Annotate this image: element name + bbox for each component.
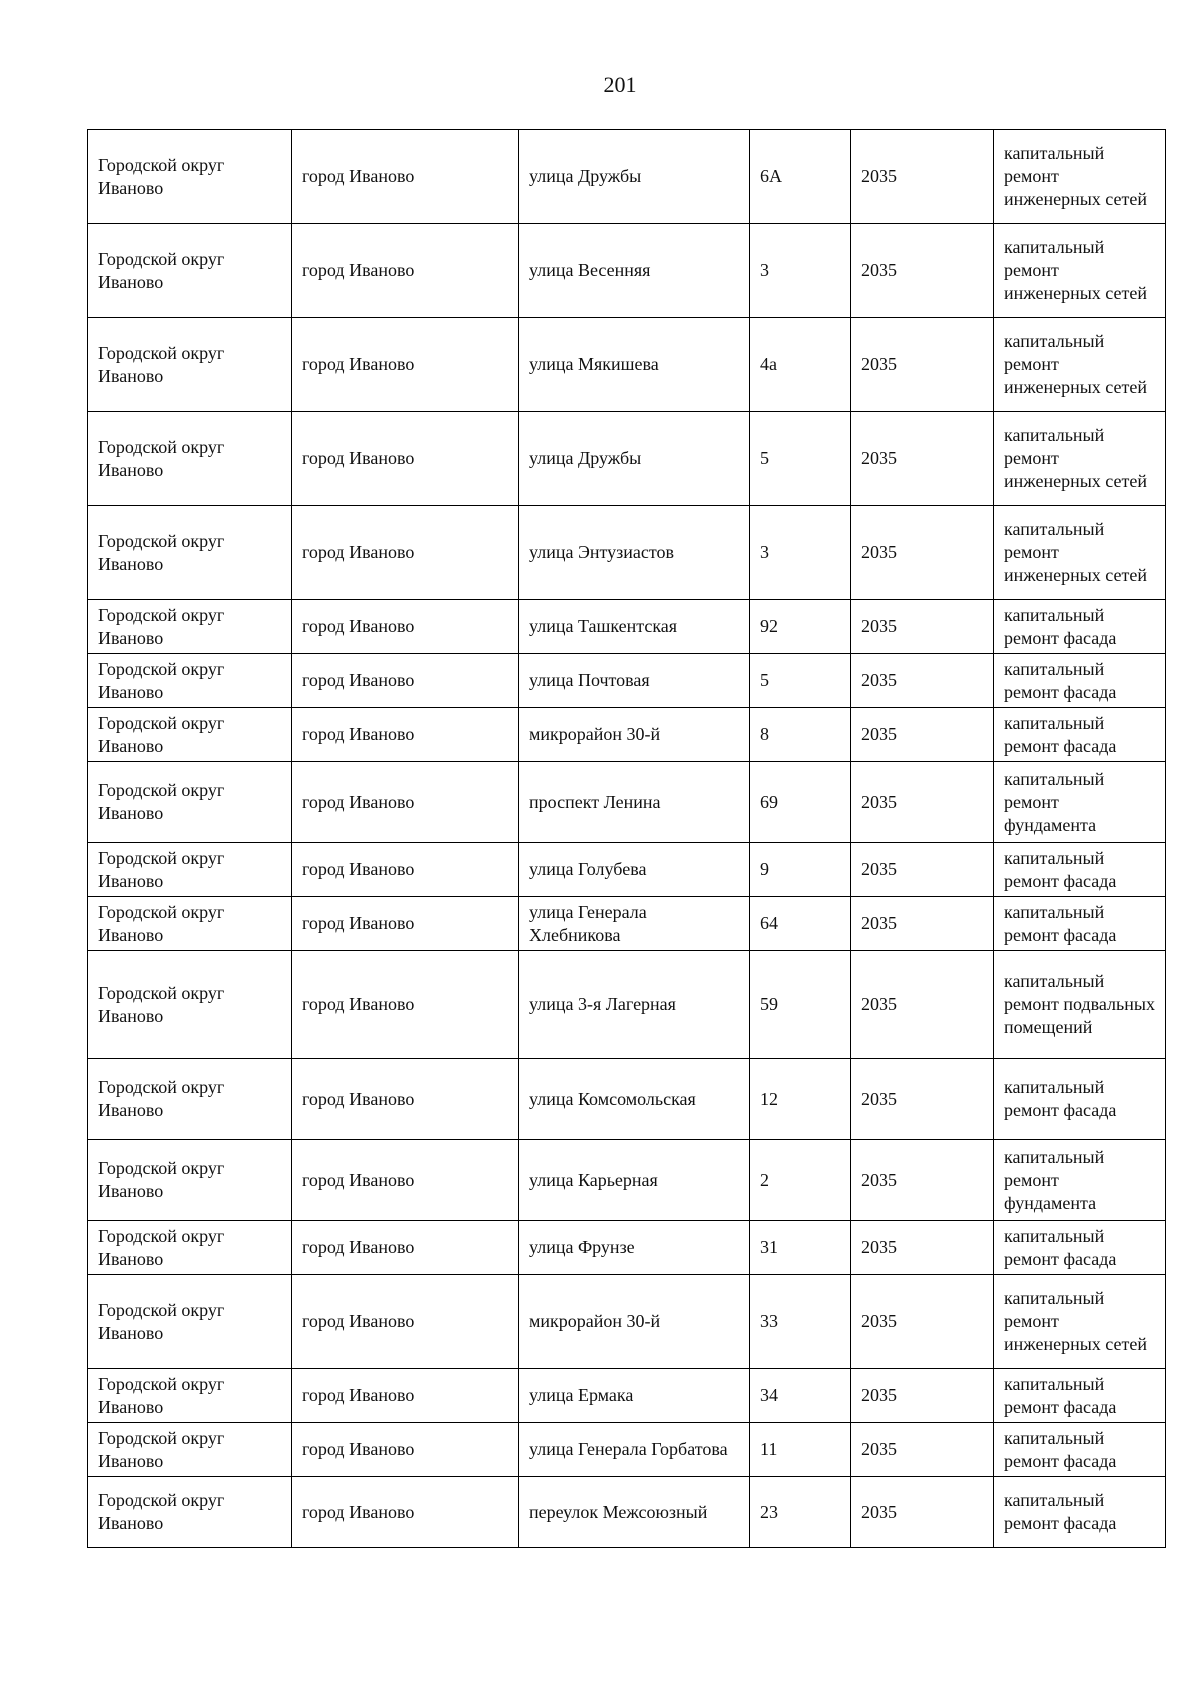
district-cell: Городской округ Иваново [88, 600, 292, 654]
street-cell: улица Генерала Горбатова [519, 1423, 750, 1477]
street-cell: улица Весенняя [519, 224, 750, 318]
table-row [88, 1140, 1166, 1221]
house-cell: 59 [750, 951, 851, 1059]
street-cell: проспект Ленина [519, 762, 750, 843]
work-cell: капитальный ремонт фасада [994, 1423, 1166, 1477]
district-cell: Городской округ Иваново [88, 506, 292, 600]
district-cell: Городской округ Иваново [88, 654, 292, 708]
work-cell: капитальный ремонт инженерных сетей [994, 130, 1166, 224]
street-cell: улица Мякишева [519, 318, 750, 412]
table-body [88, 130, 1166, 1548]
work-cell: капитальный ремонт инженерных сетей [994, 506, 1166, 600]
house-cell: 3 [750, 224, 851, 318]
table-row [88, 1059, 1166, 1140]
city-cell: город Иваново [292, 506, 519, 600]
table-row [88, 130, 1166, 224]
district-cell: Городской округ Иваново [88, 1221, 292, 1275]
street-cell: улица Генерала Хлебникова [519, 897, 750, 951]
city-cell: город Иваново [292, 1423, 519, 1477]
work-cell: капитальный ремонт фасада [994, 654, 1166, 708]
work-cell: капитальный ремонт фасада [994, 1369, 1166, 1423]
table-row [88, 951, 1166, 1059]
district-cell: Городской округ Иваново [88, 708, 292, 762]
city-cell: город Иваново [292, 1140, 519, 1221]
district-cell: Городской округ Иваново [88, 1369, 292, 1423]
work-cell: капитальный ремонт фасада [994, 897, 1166, 951]
year-cell: 2035 [851, 412, 994, 506]
district-cell: Городской округ Иваново [88, 897, 292, 951]
work-cell: капитальный ремонт фасада [994, 843, 1166, 897]
house-cell: 5 [750, 412, 851, 506]
city-cell: город Иваново [292, 1059, 519, 1140]
street-cell: улица 3-я Лагерная [519, 951, 750, 1059]
district-cell: Городской округ Иваново [88, 951, 292, 1059]
house-cell: 5 [750, 654, 851, 708]
table-row [88, 762, 1166, 843]
city-cell: город Иваново [292, 654, 519, 708]
house-cell: 64 [750, 897, 851, 951]
year-cell: 2035 [851, 843, 994, 897]
work-cell: капитальный ремонт фундамента [994, 762, 1166, 843]
page-number: 201 [603, 72, 637, 97]
city-cell: город Иваново [292, 600, 519, 654]
house-cell: 12 [750, 1059, 851, 1140]
district-cell: Городской округ Иваново [88, 1059, 292, 1140]
year-cell: 2035 [851, 708, 994, 762]
work-cell: капитальный ремонт инженерных сетей [994, 412, 1166, 506]
street-cell: улица Ермака [519, 1369, 750, 1423]
house-cell: 9 [750, 843, 851, 897]
table-row [88, 843, 1166, 897]
work-cell: капитальный ремонт фасада [994, 600, 1166, 654]
city-cell: город Иваново [292, 897, 519, 951]
city-cell: город Иваново [292, 130, 519, 224]
city-cell: город Иваново [292, 1369, 519, 1423]
table-row [88, 1423, 1166, 1477]
year-cell: 2035 [851, 1275, 994, 1369]
city-cell: город Иваново [292, 224, 519, 318]
district-cell: Городской округ Иваново [88, 843, 292, 897]
street-cell: улица Фрунзе [519, 1221, 750, 1275]
city-cell: город Иваново [292, 1477, 519, 1548]
street-cell: улица Голубева [519, 843, 750, 897]
year-cell: 2035 [851, 1369, 994, 1423]
street-cell: улица Комсомольская [519, 1059, 750, 1140]
year-cell: 2035 [851, 897, 994, 951]
district-cell: Городской округ Иваново [88, 1275, 292, 1369]
house-cell: 8 [750, 708, 851, 762]
table-row [88, 1221, 1166, 1275]
work-cell: капитальный ремонт фасада [994, 1059, 1166, 1140]
year-cell: 2035 [851, 762, 994, 843]
street-cell: улица Карьерная [519, 1140, 750, 1221]
table-row [88, 1477, 1166, 1548]
house-cell: 6А [750, 130, 851, 224]
city-cell: город Иваново [292, 412, 519, 506]
district-cell: Городской округ Иваново [88, 224, 292, 318]
year-cell: 2035 [851, 600, 994, 654]
year-cell: 2035 [851, 1221, 994, 1275]
year-cell: 2035 [851, 1477, 994, 1548]
work-cell: капитальный ремонт подвальных помещений [994, 951, 1166, 1059]
year-cell: 2035 [851, 654, 994, 708]
table-row [88, 412, 1166, 506]
district-cell: Городской округ Иваново [88, 412, 292, 506]
street-cell: улица Ташкентская [519, 600, 750, 654]
street-cell: улица Дружбы [519, 412, 750, 506]
table-row [88, 654, 1166, 708]
year-cell: 2035 [851, 318, 994, 412]
house-cell: 2 [750, 1140, 851, 1221]
work-cell: капитальный ремонт инженерных сетей [994, 224, 1166, 318]
district-cell: Городской округ Иваново [88, 1140, 292, 1221]
repair-schedule-table [87, 129, 1166, 1548]
year-cell: 2035 [851, 224, 994, 318]
year-cell: 2035 [851, 1140, 994, 1221]
table-row [88, 897, 1166, 951]
house-cell: 33 [750, 1275, 851, 1369]
district-cell: Городской округ Иваново [88, 1477, 292, 1548]
work-cell: капитальный ремонт инженерных сетей [994, 1275, 1166, 1369]
work-cell: капитальный ремонт инженерных сетей [994, 318, 1166, 412]
work-cell: капитальный ремонт фундамента [994, 1140, 1166, 1221]
city-cell: город Иваново [292, 843, 519, 897]
house-cell: 34 [750, 1369, 851, 1423]
work-cell: капитальный ремонт фасада [994, 708, 1166, 762]
street-cell: улица Почтовая [519, 654, 750, 708]
street-cell: микрорайон 30-й [519, 708, 750, 762]
year-cell: 2035 [851, 1423, 994, 1477]
district-cell: Городской округ Иваново [88, 762, 292, 843]
work-cell: капитальный ремонт фасада [994, 1221, 1166, 1275]
year-cell: 2035 [851, 1059, 994, 1140]
table-row [88, 600, 1166, 654]
work-cell: капитальный ремонт фасада [994, 1477, 1166, 1548]
street-cell: переулок Межсоюзный [519, 1477, 750, 1548]
year-cell: 2035 [851, 130, 994, 224]
table-row [88, 318, 1166, 412]
city-cell: город Иваново [292, 951, 519, 1059]
table-row [88, 1369, 1166, 1423]
house-cell: 11 [750, 1423, 851, 1477]
district-cell: Городской округ Иваново [88, 1423, 292, 1477]
house-cell: 23 [750, 1477, 851, 1548]
district-cell: Городской округ Иваново [88, 130, 292, 224]
year-cell: 2035 [851, 951, 994, 1059]
district-cell: Городской округ Иваново [88, 318, 292, 412]
street-cell: улица Энтузиастов [519, 506, 750, 600]
city-cell: город Иваново [292, 1275, 519, 1369]
street-cell: улица Дружбы [519, 130, 750, 224]
table-row [88, 224, 1166, 318]
street-cell: микрорайон 30-й [519, 1275, 750, 1369]
house-cell: 3 [750, 506, 851, 600]
table-row [88, 506, 1166, 600]
house-cell: 4а [750, 318, 851, 412]
table-row [88, 708, 1166, 762]
house-cell: 92 [750, 600, 851, 654]
city-cell: город Иваново [292, 1221, 519, 1275]
city-cell: город Иваново [292, 708, 519, 762]
city-cell: город Иваново [292, 762, 519, 843]
year-cell: 2035 [851, 506, 994, 600]
house-cell: 31 [750, 1221, 851, 1275]
city-cell: город Иваново [292, 318, 519, 412]
table-row [88, 1275, 1166, 1369]
house-cell: 69 [750, 762, 851, 843]
